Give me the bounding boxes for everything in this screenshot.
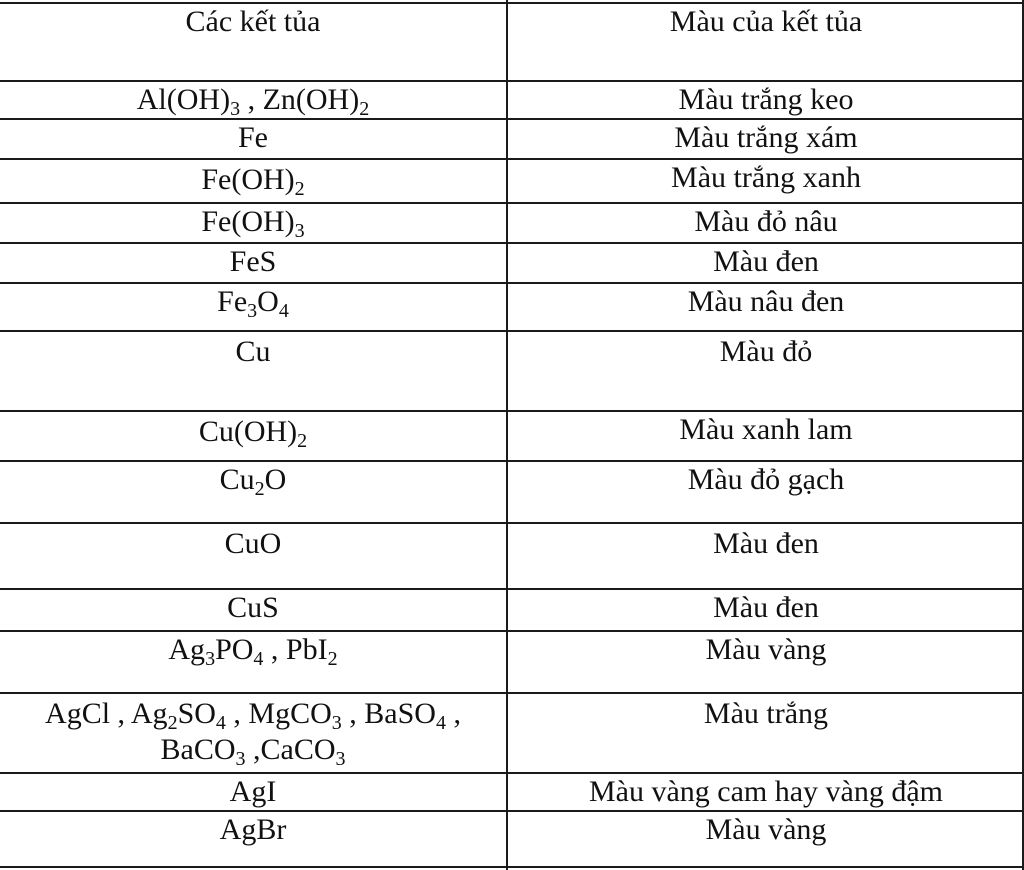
precipitate-cell: AgBr bbox=[219, 813, 287, 846]
color-cell: Màu trắng xanh bbox=[671, 161, 861, 194]
color-cell: Màu đỏ bbox=[719, 335, 813, 368]
header-precipitate-color: Màu của kết tủa bbox=[669, 5, 863, 38]
row-divider bbox=[0, 692, 1024, 694]
color-cell: Màu trắng keo bbox=[678, 83, 854, 116]
color-cell: Màu trắng bbox=[703, 697, 829, 730]
color-cell: Màu trắng xám bbox=[674, 121, 858, 154]
color-cell: Màu đen bbox=[713, 245, 819, 278]
header-precipitates: Các kết tủa bbox=[185, 5, 321, 38]
precipitate-cell: $Ag_3PO_4$ , PbI$_2$ bbox=[168, 633, 338, 670]
table-border-bottom bbox=[0, 866, 1024, 868]
precipitate-cell: FeS bbox=[229, 245, 277, 278]
precipitate-cell: $Fe(OH)_3$ bbox=[201, 205, 305, 242]
precipitate-cell: Cu bbox=[235, 335, 271, 368]
precipitate-cell: $Cu_2O$ bbox=[219, 463, 287, 500]
row-divider bbox=[0, 330, 1024, 332]
color-cell: Màu đen bbox=[713, 591, 819, 624]
precipitate-cell: AgI bbox=[229, 775, 277, 808]
precipitate-cell: $Fe_3O_4$ bbox=[217, 285, 289, 322]
precipitate-cell: $Al(OH)_3$ , $Zn(OH)_2$ bbox=[136, 83, 370, 120]
row-divider bbox=[0, 522, 1024, 524]
precipitate-cell: Fe bbox=[238, 121, 268, 154]
precipitate-cell: $Cu(OH)_2$ bbox=[198, 415, 308, 452]
color-cell: Màu vàng bbox=[705, 633, 827, 666]
color-cell: Màu vàng bbox=[705, 813, 827, 846]
color-cell: Màu đỏ gạch bbox=[687, 463, 845, 496]
precipitate-cell: CuO bbox=[224, 527, 282, 560]
color-cell: Màu đỏ nâu bbox=[694, 205, 838, 238]
color-cell: Màu đen bbox=[713, 527, 819, 560]
precipitate-cell: AgCl , $Ag_2SO_4$ , MgCO$_3$ , BaSO$_4$ , BaCO$_3$ ,CaCO$_3$ bbox=[45, 697, 461, 770]
color-cell: Màu vàng cam hay vàng đậm bbox=[588, 775, 944, 808]
precipitate-cell: $Fe(OH)_2$ bbox=[201, 163, 305, 200]
precipitate-cell: CuS bbox=[227, 591, 279, 624]
color-cell: Màu nâu đen bbox=[687, 285, 845, 318]
color-cell: Màu xanh lam bbox=[679, 413, 853, 446]
